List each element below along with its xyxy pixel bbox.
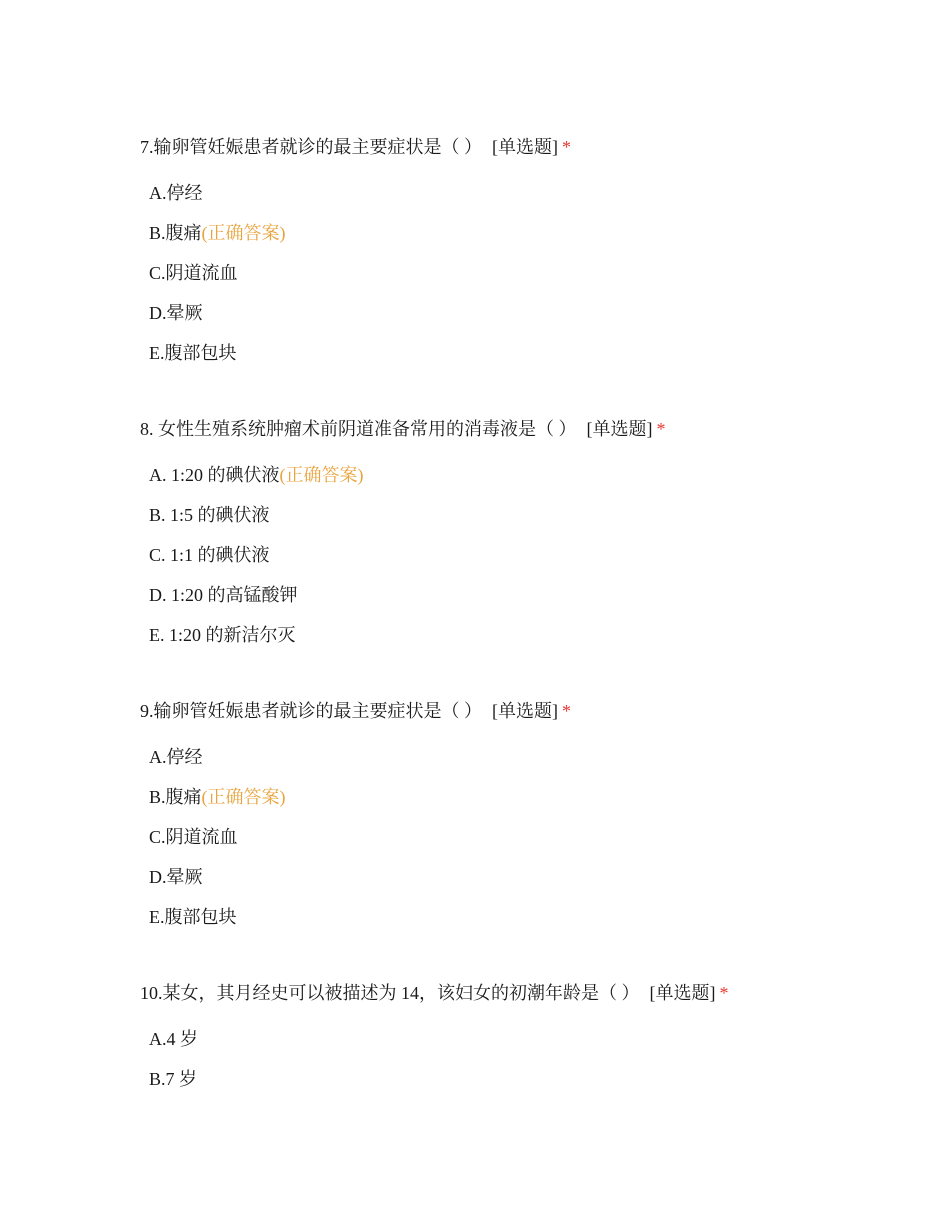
question-text: 7.输卵管妊娠患者就诊的最主要症状是（ ） — [140, 137, 482, 157]
question-type-label: [单选题] — [492, 701, 558, 721]
question-text: 10.某女，其月经史可以被描述为 14，该妇女的初潮年龄是（ ） — [140, 983, 640, 1003]
option-a[interactable] — [149, 746, 920, 768]
question-9 — [140, 700, 920, 946]
option-text: A.停经 — [149, 183, 203, 203]
required-mark: * — [562, 701, 571, 721]
option-text: B.7 岁 — [149, 1069, 198, 1089]
option-b[interactable] — [149, 504, 920, 526]
option-text: A. 1:20 的碘伏液 — [149, 465, 280, 485]
option-text: E.腹部包块 — [149, 907, 237, 927]
question-text: 9.输卵管妊娠患者就诊的最主要症状是（ ） — [140, 701, 482, 721]
option-d[interactable] — [149, 584, 920, 606]
option-e[interactable] — [149, 906, 920, 928]
option-b[interactable] — [149, 222, 920, 244]
option-d[interactable] — [149, 866, 920, 888]
option-list — [140, 1028, 920, 1090]
option-a[interactable] — [149, 1028, 920, 1050]
question-text: 8. 女性生殖系统肿瘤术前阴道准备常用的消毒液是（ ） — [140, 419, 577, 439]
correct-answer-label: (正确答案) — [201, 223, 286, 243]
option-list — [140, 464, 920, 646]
option-text: C.阴道流血 — [149, 263, 238, 283]
option-d[interactable] — [149, 302, 920, 324]
option-text: B.腹痛 — [149, 223, 202, 243]
question-7 — [140, 136, 920, 382]
question-8 — [140, 418, 920, 664]
option-c[interactable] — [149, 544, 920, 566]
question-title — [140, 136, 920, 158]
option-e[interactable] — [149, 342, 920, 364]
option-text: D.晕厥 — [149, 867, 203, 887]
option-text: D.晕厥 — [149, 303, 203, 323]
question-title — [140, 700, 920, 722]
option-c[interactable] — [149, 262, 920, 284]
option-a[interactable] — [149, 182, 920, 204]
required-mark: * — [562, 137, 571, 157]
required-mark: * — [656, 419, 666, 439]
option-text: A.4 岁 — [149, 1029, 198, 1049]
option-text: C.阴道流血 — [149, 827, 238, 847]
question-title — [140, 982, 920, 1004]
required-mark: * — [719, 983, 729, 1003]
option-text: B. 1:5 的碘伏液 — [149, 505, 270, 525]
question-type-label: [单选题] — [492, 137, 558, 157]
option-list — [140, 182, 920, 364]
question-type-label: [单选题] — [649, 983, 716, 1003]
option-text: E. 1:20 的新洁尔灭 — [149, 625, 296, 645]
option-text: E.腹部包块 — [149, 343, 237, 363]
question-title — [140, 418, 920, 440]
correct-answer-label: (正确答案) — [201, 787, 286, 807]
correct-answer-label: (正确答案) — [279, 465, 364, 485]
option-b[interactable] — [149, 786, 920, 808]
option-c[interactable] — [149, 826, 920, 848]
option-text: D. 1:20 的高锰酸钾 — [149, 585, 298, 605]
option-text: A.停经 — [149, 747, 203, 767]
option-list — [140, 746, 920, 928]
option-a[interactable] — [149, 464, 920, 486]
question-10 — [140, 982, 920, 1108]
question-type-label: [单选题] — [586, 419, 653, 439]
option-e[interactable] — [149, 624, 920, 646]
option-b[interactable] — [149, 1068, 920, 1090]
option-text: C. 1:1 的碘伏液 — [149, 545, 270, 565]
option-text: B.腹痛 — [149, 787, 202, 807]
